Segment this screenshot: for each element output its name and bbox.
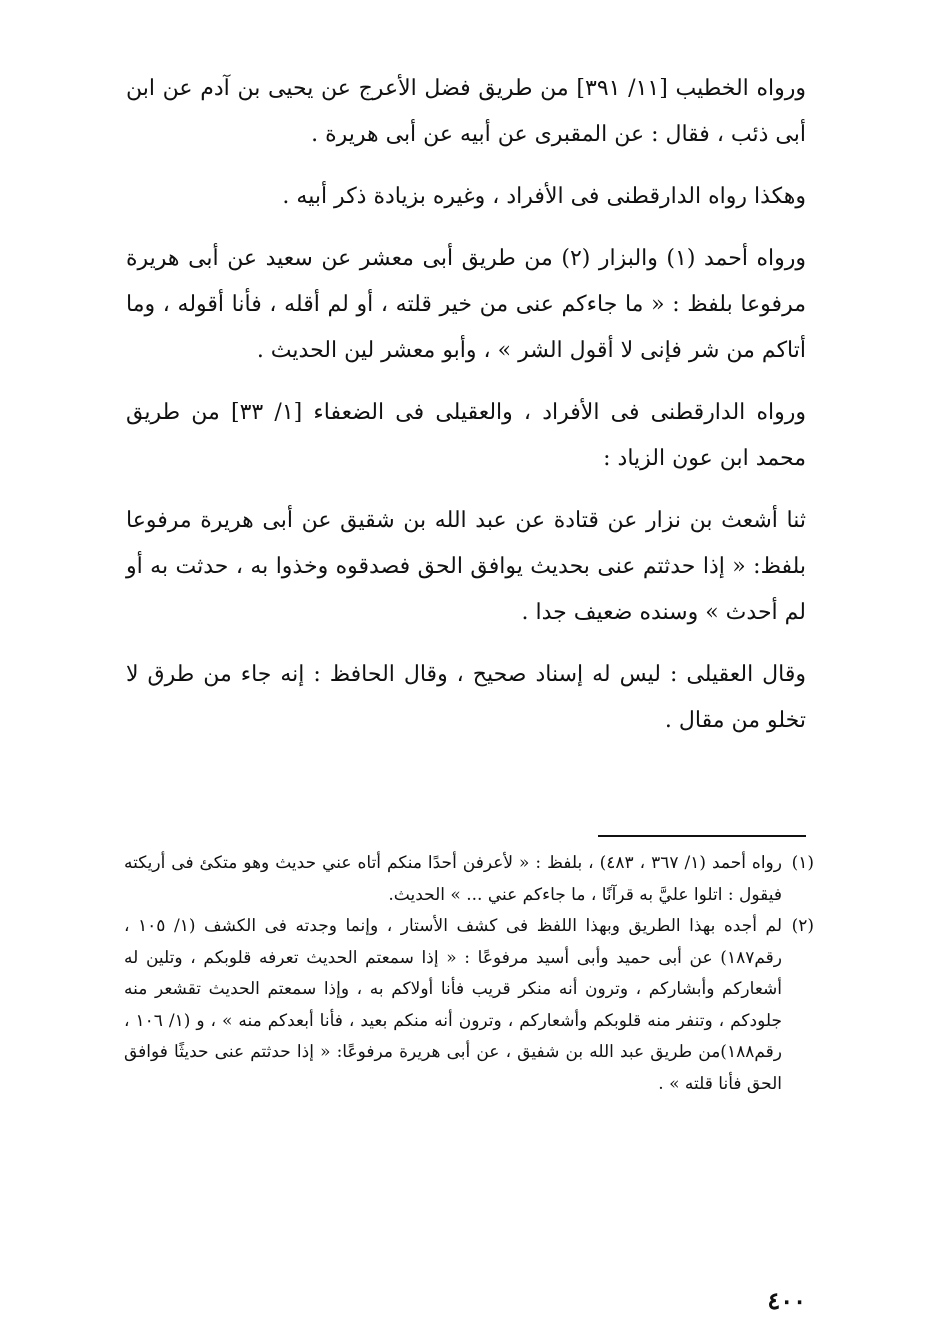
footnote-text: لم أجده بهذا الطريق وبهذا اللفظ فى كشف الأستار ، وإنما وجدته فى الكشف (١/ ١٠٥ ، رقم١٨٧) عن أبى حميد وأبى أسيد مرفوعًا : « إذا سمعتم الحديث تعرفه قلوبكم ، وتلين له أشعاركم وأبشاركم ، وترون أنه منكر قريب فأنا أولاكم به ، وإذا سمعتم الحديث تقشعر منه جلودكم ، وتنفر منه قلوبكم وأشعاركم ، وترون أنه منكم بعيد ، فأنا أبعدكم منه » ، و (١/ ١٠٦ ، رقم١٨٨)من طريق عبد الله بن شفيق ، عن أبى هريرة مرفوعًا: « إذا حدثتم عنى حديثًا فوافق الحق فأنا قلته » . bbox=[124, 916, 783, 1094]
paragraph-daraqutni-afrad: وهكذا رواه الدارقطنى فى الأفراد ، وغيره بزيادة ذكر أبيه . bbox=[282, 184, 806, 209]
footnote-1 bbox=[124, 848, 814, 911]
main-text bbox=[126, 66, 806, 760]
footnotes bbox=[124, 848, 814, 1100]
page-number: ٤٠٠ bbox=[767, 1286, 806, 1315]
paragraph-ahmad-bazzar: ورواه أحمد (١) والبزار (٢) من طريق أبى معشر عن سعيد عن أبى هريرة مرفوعا بلفظ : « ما جاءكم عنى من خير قلته ، أو لم أقله ، فأنا أقوله ، وما أتاكم من شر فإنى لا أقول الشر » ، وأبو معشر لين الحديث . bbox=[126, 246, 807, 363]
footnote-2 bbox=[124, 911, 814, 1100]
footnote-separator bbox=[598, 835, 806, 837]
paragraph-ashath-isnad: ثنا أشعث بن نزار عن قتادة عن عبد الله بن شقيق عن أبى هريرة مرفوعا بلفظ: « إذا حدثتم عنى بحديث يوافق الحق فصدقوه وخذوا به ، حدثت به أو لم أحدث » وسنده ضعيف جدا . bbox=[126, 508, 806, 625]
footnote-marker: (٢) bbox=[791, 916, 814, 936]
paragraph-uqayli-hafiz: وقال العقيلى : ليس له إسناد صحيح ، وقال الحافظ : إنه جاء من طرق لا تخلو من مقال . bbox=[126, 662, 806, 733]
paragraph-daraqutni-uqayli: ورواه الدارقطنى فى الأفراد ، والعقيلى فى الضعفاء [١/ ٣٣] من طريق محمد ابن عون الزياد : bbox=[126, 400, 806, 471]
paragraph-khatib: ورواه الخطيب [١١/ ٣٩١] من طريق فضل الأعرج عن يحيى بن آدم عن ابن أبى ذئب ، فقال : عن المقبرى عن أبيه عن أبى هريرة . bbox=[126, 76, 806, 147]
footnote-text: رواه أحمد (١/ ٣٦٧ ، ٤٨٣) ، بلفظ : « لأعرفن أحدًا منكم أتاه عني حديث وهو متكئ فى أريكته فيقول : اتلوا عليَّ به قرآنًا ، ما جاءكم عني ... » الحديث. bbox=[124, 853, 782, 905]
footnote-marker: (١) bbox=[791, 853, 814, 873]
